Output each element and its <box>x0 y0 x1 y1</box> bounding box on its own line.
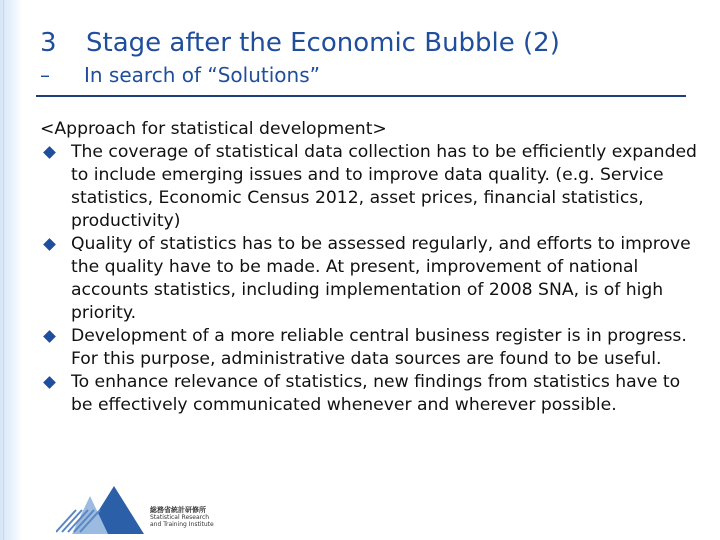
diamond-bullet-icon <box>43 146 56 159</box>
logo-name-en-line2: and Training Institute <box>150 521 214 528</box>
bullet-text: The coverage of statistical data collection has to be efficiently expanded to include emerging issues and to improve data quality. (e.g. Service statistics, Economic Census 2012, asset prices, financial statistics, productivity) <box>71 142 697 231</box>
list-item <box>40 233 700 325</box>
logo-text <box>150 506 214 528</box>
slide-subtitle <box>40 62 320 88</box>
institute-logo <box>56 486 236 534</box>
logo-name-ja: 総務省統計研修所 <box>150 506 206 514</box>
bullet-text: Quality of statistics has to be assessed regularly, and efforts to improve the quality have to be made. At present, improvement of national accounts statistics, including implementation of 2008 SNA, is of high priority. <box>71 234 691 323</box>
left-decorative-band <box>0 0 22 540</box>
diamond-bullet-icon <box>43 330 56 343</box>
subtitle-text: In search of “Solutions” <box>84 63 320 87</box>
diamond-bullet-icon <box>43 238 56 251</box>
section-heading: <Approach for statistical development> <box>40 119 387 139</box>
slide-title-text: Stage after the Economic Bubble (2) <box>86 28 560 58</box>
section-number: 3 <box>40 28 57 58</box>
logo-name-en-line1: Statistical Research <box>150 514 210 521</box>
bullet-list <box>40 141 700 417</box>
bullet-text: To enhance relevance of statistics, new findings from statistics have to be effectively communicated whenever and wherever possible. <box>71 372 681 415</box>
list-item <box>40 141 700 233</box>
bullet-text: Development of a more reliable central business register is in progress. For this purpose, administrative data sources are found to be useful. <box>71 326 687 369</box>
title-divider <box>36 95 686 97</box>
list-item <box>40 371 700 417</box>
slide-body <box>40 118 700 417</box>
subtitle-dash: – <box>40 63 50 87</box>
slide-title <box>40 26 560 60</box>
diamond-bullet-icon <box>43 376 56 389</box>
list-item <box>40 325 700 371</box>
institute-logo-icon <box>56 486 146 534</box>
